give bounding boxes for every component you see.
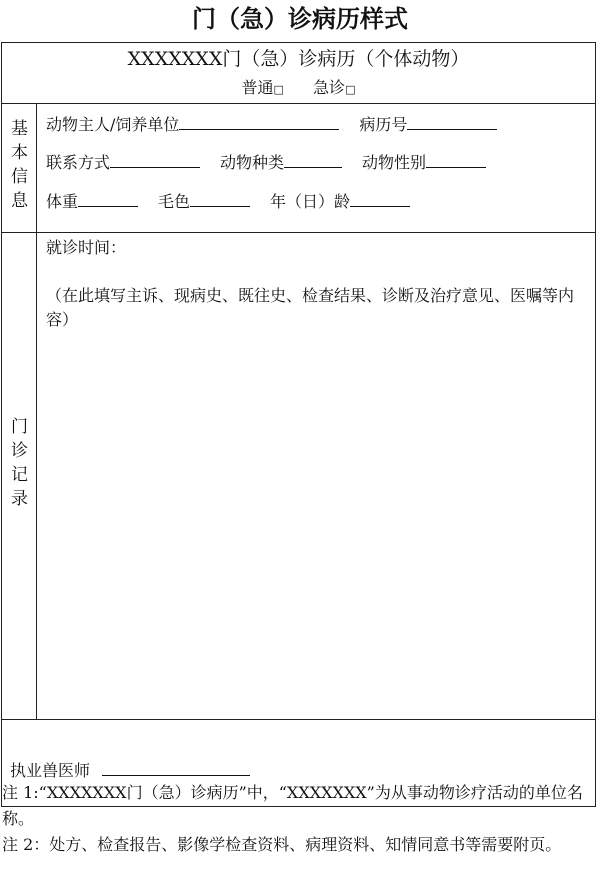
age-field[interactable] bbox=[350, 190, 410, 207]
record-no-label: 病历号 bbox=[359, 115, 408, 134]
record-content-area[interactable] bbox=[38, 318, 593, 716]
record-no-field[interactable] bbox=[407, 113, 497, 130]
basic-info-label: 基 本 信 息 bbox=[11, 119, 28, 211]
clinic-record-label: 门 诊 记 录 bbox=[11, 417, 28, 509]
divider-basic-info bbox=[2, 232, 595, 233]
visit-type-normal-label: 普通 bbox=[241, 78, 274, 97]
age-label: 年（日）龄 bbox=[270, 192, 351, 211]
checkbox-emergency[interactable]: □ bbox=[345, 83, 356, 96]
sex-label: 动物性别 bbox=[362, 153, 427, 172]
record-title: XXXXXXX门（急）诊病历（个体动物） bbox=[127, 48, 470, 70]
visit-type-options bbox=[2, 77, 595, 101]
notes bbox=[2, 780, 598, 858]
divider-record bbox=[2, 719, 595, 720]
visit-type-emergency[interactable] bbox=[313, 78, 355, 97]
visit-time-label: 就诊时间： bbox=[46, 238, 127, 257]
signature-label: 执业兽医师 bbox=[10, 761, 91, 780]
weight-field[interactable] bbox=[78, 190, 138, 207]
divider-header bbox=[2, 103, 595, 104]
checkbox-normal[interactable]: □ bbox=[273, 83, 284, 96]
species-label: 动物种类 bbox=[220, 153, 285, 172]
basic-info-row-1 bbox=[46, 113, 497, 136]
contact-label: 联系方式 bbox=[46, 153, 111, 172]
record-instructions: （在此填写主诉、现病史、既往史、检查结果、诊断及治疗意见、医嘱等内容） bbox=[46, 286, 575, 329]
basic-info-row-2 bbox=[46, 151, 486, 174]
signature-row bbox=[10, 759, 250, 782]
coat-color-label: 毛色 bbox=[158, 192, 191, 211]
owner-label: 动物主人/饲养单位 bbox=[46, 115, 180, 134]
contact-field[interactable] bbox=[110, 151, 200, 168]
sex-field[interactable] bbox=[426, 151, 486, 168]
basic-info-row-3 bbox=[46, 190, 410, 213]
visit-type-normal[interactable] bbox=[242, 78, 284, 97]
page-title: 门（急）诊病历样式 bbox=[192, 4, 408, 33]
coat-color-field[interactable] bbox=[190, 190, 250, 207]
note-1: 注 1:“XXXXXXX门（急）诊病历”中，“XXXXXXX”为从事动物诊疗活动的单位名称。 bbox=[2, 783, 583, 828]
weight-label: 体重 bbox=[46, 192, 79, 211]
note-2: 注 2：处方、检查报告、影像学检查资料、病理资料、知情同意书等需要附页。 bbox=[2, 835, 562, 854]
medical-record-form bbox=[1, 42, 596, 807]
species-field[interactable] bbox=[284, 151, 342, 168]
owner-field[interactable] bbox=[179, 113, 339, 130]
visit-type-emergency-label: 急诊 bbox=[313, 78, 346, 97]
signature-field[interactable] bbox=[102, 759, 250, 776]
